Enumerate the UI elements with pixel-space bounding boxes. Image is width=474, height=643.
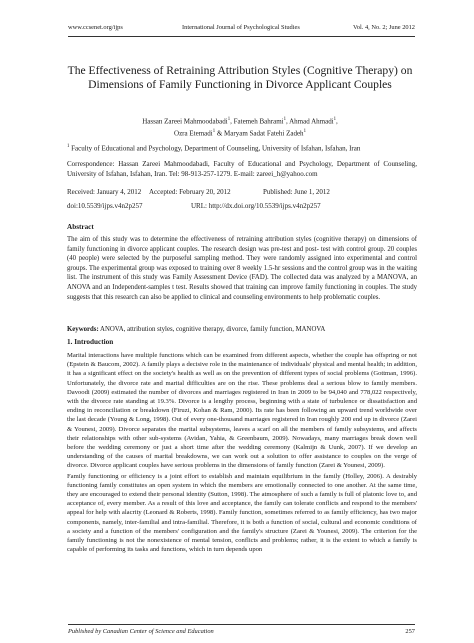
abstract-heading: Abstract: [67, 223, 94, 231]
page-number: 257: [405, 628, 415, 635]
introduction-heading: 1. Introduction: [67, 338, 114, 346]
publisher: Published by Canadian Center of Science and Education: [68, 628, 214, 635]
affiliation: $^1$ Faculty of Educational and Psychology, Department of Counseling, University of Isfahan, Isfahan, Iran: [67, 144, 361, 153]
footer-rule: [68, 624, 415, 625]
introduction-body: [67, 351, 417, 554]
author-line-1: Hassan Zareei Mahmoodabadi$^1$, Fatemeh Bahrami$^1$, Ahmad Ahmadi$^1$,: [142, 117, 338, 126]
running-header: [68, 24, 415, 36]
abstract-text: The aim of this study was to determine the effectiveness of retraining attribution styles (cognitive therapy) on dimensions of family functioning in divorce applicant couples. The research design was pre-test and post- test with control group. 20 couples (40 people) were selected by the purposeful sampling method. They were randomly assigned into experimental and control groups. The experimental group was exposed to training over 8 weekly 1.5-hr sessions and the control group was in the waiting list. The instrument of this study was Family Assessment Device (FAD). The collected data was analyzed by a MANOVA, an ANOVA and an Independent-samples t test. Results showed that training can improve family functioning in couples. The study suggests that this research can also be applied to clinical and counseling environments to help problematic couples.: [67, 236, 417, 301]
correspondence: Correspondence: Hassan Zareei Mahmoodabadi, Faculty of Educational and Psychology, Department of Counseling, University of Isfahan, Isfahan, Iran. Tel: 98-913-257-1279. E-mail: zareei_h@yahoo.com: [67, 160, 417, 178]
intro-paragraph-2: Family functioning or efficiency is a joint effort to establish and maintain equilibrium in the family (Holley, 2006). A desirably functioning family constitutes an open system in which the members are emotionally connected to one another. At the same time, they are encouraged to extend their personal identity (Sutton, 1998). The atmosphere of such a family is full of platonic love to, and acceptance of, every member. As a result of this love and acceptance, the family can tolerate conflicts and respond to the members' appeal for help with alacrity (Leonard & Roberts, 1998). Family function, sometimes referred to as family efficiency, has two major components, namely, inter-familial and intra-familial. Therefore, it is both a function of social, cultural and economic conditions of a society and a function of the members' configuration and the family's structure (Zarei & Younesi, 2009). The criterion for the family functioning is not the nonexistence of mental tension, conflicts and problems; rather, it is the extent to which a family is capable of performing its tasks and functions, which in turn depends upon: [67, 472, 417, 554]
doi-url[interactable]: URL: http://dx.doi.org/10.5539/ijps.v4n2p257: [191, 202, 321, 210]
published-date: Published: June 1, 2012: [263, 188, 330, 196]
journal-url[interactable]: www.ccsenet.org/ijps: [68, 24, 123, 31]
journal-name: International Journal of Psychological Studies: [182, 24, 300, 31]
header-rule: [68, 36, 415, 37]
author-list: [60, 115, 420, 139]
keywords: Keywords: ANOVA, attribution styles, cognitive therapy, divorce, family function, MANOVA: [67, 326, 326, 333]
doi[interactable]: doi:10.5539/ijps.v4n2p257: [67, 202, 143, 210]
accepted-date: Accepted: February 20, 2012: [149, 188, 231, 196]
received-date: Received: January 4, 2012: [67, 188, 142, 196]
paper-title: The Effectiveness of Retraining Attribution Styles (Cognitive Therapy) on Dimensions of Family Functioning in Divorce Applicant Couples: [67, 64, 413, 91]
author-line-2: Ozra Etemadi$^1$ & Maryam Sadat Fatehi Zadeh$^1$: [174, 128, 306, 138]
intro-paragraph-1: Marital interactions have multiple functions which can be examined from different aspects, whether the couple has offspring or not (Epstein & Baucom, 2002). A family plays a decisive role in the maintenance of individuals' physical and mental health; in addition, it has a significant effect on the society's health as well as on the prevention of different types of social problems (Gottman, 1996). Unfortunately, the divorce rate and marital difficulties are on the rise. These problems deal a serious blow to family members. Davoodi (2009) estimated the number of divorces and marriages registered in Iran in 2009 to be 94,040 and 778,022 respectively, with the divorce rate standing at 19.3%. Divorce is a lengthy process, beginning with a state of turbulence or dissatisfaction and ending in reconciliation or breakdown (Firuzi, Kohan & Ram, 2000). Its rate has been following an upward trend worldwide over the last decade (Young & Long, 1998). Out of every one-thousand marriages registered in Iran roughly 200 end up in divorce (Zarei & Younesi, 2009). Divorce separates the marital subsystems, leaves a scarf on all the members of family subsystems, and affects their relationships with other sub-systems (Avidan, Yahia, & Greenbaum, 2009). Nowadays, many marriages break down well before the wedding ceremony or just a short time after the wedding ceremony (Kalmijn & Uunk, 2007). If we develop an understanding of the causes of marital breakdowns, we can work out a solution to offer assistance to couples on the verge of divorce. Divorce applicant couples have serious problems in the dimensions of family function (Zarei & Younesi, 2009).: [67, 352, 417, 470]
volume-info: Vol. 4, No. 2; June 2012: [352, 24, 415, 31]
